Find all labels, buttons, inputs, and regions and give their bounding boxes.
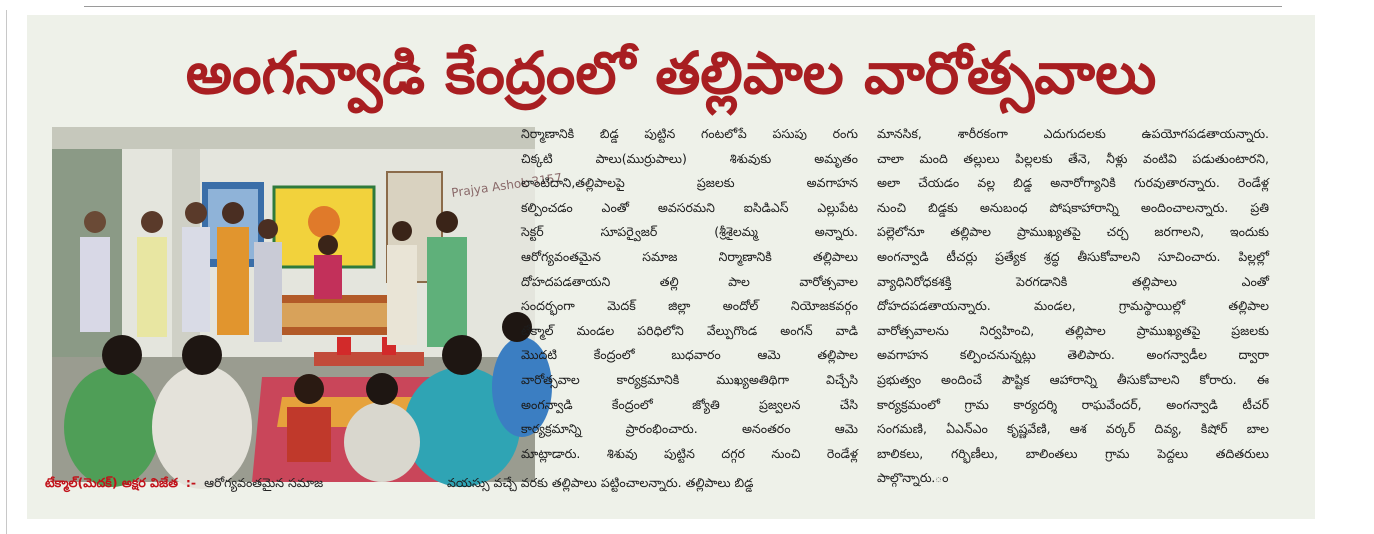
text-line: కార్యక్రమాన్ని ప్రారంభించారు. అనంతరం ఆమె (521, 421, 858, 437)
article-column-3 (877, 122, 1269, 491)
article-column-2-tail: వయస్సు వచ్చే వరకు తల్లిపాలు పట్టించాలన్నారు. తల్లిపాలు బిడ్డ (447, 475, 754, 490)
child-head (294, 374, 324, 404)
text-line: మానసిక, శారీరకంగా ఎదుగుదలకు ఉపయోగపడతాయన్నారు. (877, 126, 1269, 141)
text-line: అంగన్వాడి కేంద్రంలో జ్యోతి ప్రజ్వలన చేసి (521, 396, 858, 412)
banner-emblem (308, 206, 340, 238)
photo-illustration (52, 127, 563, 482)
text-line: వారోత్సవాల కార్యక్రమానికి ముఖ్యఅతిథిగా విచ్చేసి (521, 371, 858, 387)
man-2-head (141, 211, 163, 233)
table-pattern (282, 303, 388, 327)
text-line: పల్లెలోనూ తల్లిపాల ప్రాముఖ్యతపై చర్చ జరగాలని, ఇందుకు (877, 224, 1269, 240)
woman-center (314, 255, 342, 299)
text-line: నుంచి బిడ్డకు అనుబంధ పోషకాహారాన్ని అందించాలన్నారు. ప్రతి (877, 199, 1269, 215)
man-3 (182, 227, 210, 332)
text-line: సందర్భంగా మెదక్ జిల్లా అందోల్ నియోజకవర్గం (521, 298, 858, 314)
man-1 (80, 237, 110, 332)
text-line: వారోత్సవాలను నిర్వహించి, తల్లిపాల ప్రాముఖ్యతపై ప్రజలకు (877, 322, 1269, 338)
dateline-separator: :- (185, 475, 197, 490)
text-line: చిక్కటి పాలు(ముర్రుపాలు) శిశువుకు అమృతం (521, 150, 858, 166)
text-line: దోహదపడతాయని తల్లి పాల వారోత్సవాల (521, 273, 858, 289)
seated-woman-5 (344, 402, 420, 482)
text-line: ప్రభుత్వం అందించే పౌష్టిక ఆహారాన్ని తీసుకోవాలని కోరారు. ఈ (877, 371, 1269, 387)
seated-woman-5-head (366, 373, 398, 405)
text-line: టేక్మాల్ మండల పరిధిలోని వేల్పుగొండ అంగన్ వాడి (521, 322, 858, 338)
text-line: లాంటిదాని,తల్లిపాలపై ప్రజలకు అవగాహన (521, 175, 858, 191)
seated-woman-3-head (442, 335, 482, 375)
text-line: మాట్లాడారు. శిశువు పుట్టిన దగ్గర నుంచి రెండేళ్ల (521, 445, 858, 461)
woman-right-1-head (392, 221, 412, 241)
woman-right-2 (427, 237, 467, 347)
ceiling-beam (52, 127, 535, 149)
items-red (337, 337, 351, 355)
man-3-head (185, 202, 207, 224)
text-line: దోహదపడతాయన్నారు. మండల, గ్రామస్థాయిల్లో తల్లిపాల (877, 298, 1269, 314)
man-1-head (84, 211, 106, 233)
text-line: అవగాహన కల్పించనున్నట్లు తెలిపారు. అంగన్వాడీల ద్వారా (877, 347, 1269, 363)
woman-right-1 (387, 245, 417, 345)
text-line: కార్యక్రమంలో గ్రామ కార్యదర్శి రాఘవేందర్, అంగన్వాడి టీచర్ (877, 396, 1269, 412)
top-rule (84, 6, 1282, 7)
text-line: అంగన్వాడి టీచర్లు ప్రత్యేక శ్రద్ధ తీసుకోవాలని సూచించారు. పిల్లల్లో (877, 248, 1269, 264)
dateline (45, 472, 323, 494)
text-line: పాల్గొన్నారు.ం (877, 470, 949, 486)
text-line: అలా చేయడం వల్ల బిడ్డ అనారోగ్యానికి గురవుతారన్నారు. రెండేళ్ల (877, 175, 1269, 191)
text-line: సెక్టర్ సూపర్వైజర్ (శ్రీశైలమ్మ అన్నారు. (521, 224, 858, 240)
man-4 (217, 227, 249, 335)
text-line: సంగమణి, ఏఎన్ఎం కృష్ణవేణి, ఆశ వర్కర్ దివ్య, కిషోర్ బాల (877, 421, 1269, 437)
low-table (314, 352, 424, 366)
article-column-2 (521, 122, 858, 466)
text-line: బాలికలు, గర్భిణీలు, బాలింతలు గ్రామ పెద్దలు తదితరులు (877, 445, 1269, 461)
man-5-head (258, 219, 278, 239)
text-line: ఆరోగ్యవంతమైన సమాజ నిర్మాణానికి తల్లిపాలు (521, 248, 858, 264)
text-line: నిర్మాణానికి బిడ్డ పుట్టిన గంటలోపే పసుపు రంగు (521, 126, 858, 141)
man-4-head (222, 202, 244, 224)
man-2 (137, 237, 167, 337)
headline: అంగన్వాడి కేంద్రంలో తల్లిపాల వారోత్సవాలు (185, 39, 1157, 107)
page-edge-line (6, 10, 7, 534)
dateline-text: ఆరోగ్యవంతమైన సమాజ (204, 475, 324, 490)
child (287, 407, 331, 462)
woman-right-2-head (436, 211, 458, 233)
text-line: చాలా మంది తల్లులు పిల్లలకు తేనె, నీళ్లు వంటివి పడుతుంటారని, (877, 150, 1269, 166)
text-line: కల్పించడం ఎంతో అవసరమని ఐసిడిఎస్ ఎల్లుపేట (521, 199, 858, 215)
wall-writing: Prajya Ashok 3157 (450, 170, 563, 200)
seated-woman-2-head (182, 335, 222, 375)
man-5 (254, 242, 282, 342)
text-line: వ్యాధినిరోధకశక్తి పెరగడానికి తల్లిపాలు ఎంతో (877, 273, 1269, 289)
seated-woman-1 (64, 367, 160, 487)
seated-woman-1-head (102, 335, 142, 375)
seated-woman-2 (152, 365, 252, 489)
article-photo (52, 127, 563, 482)
text-line: మొదటి కేంద్రంలో బుధవారం ఆమె తల్లిపాల (521, 347, 858, 363)
woman-center-head (318, 235, 338, 255)
dateline-place: టేక్మాల్(మెదక్) అక్షర విజేత (45, 475, 178, 490)
